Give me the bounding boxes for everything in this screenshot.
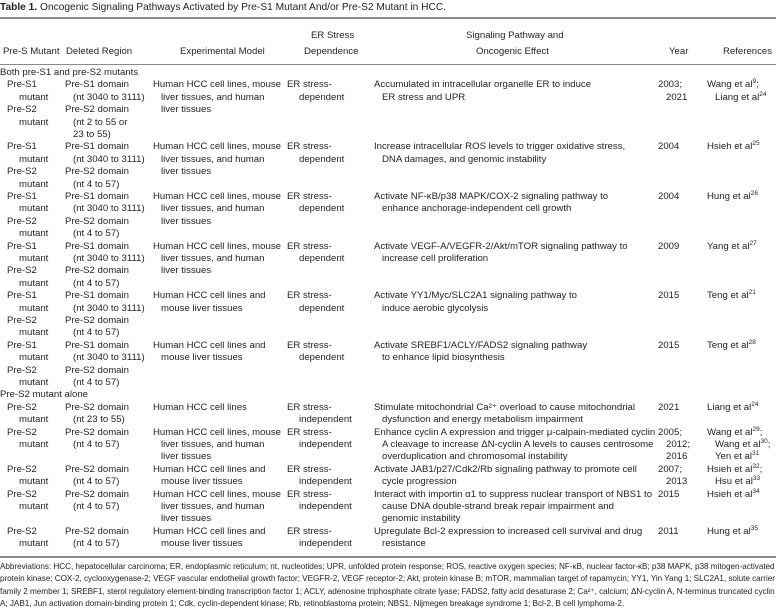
year-line: 2007; [658, 463, 683, 475]
reference-name: Teng et al [707, 290, 749, 302]
oncogenic-effect-line: Activate NF-κB/p38 MAPK/COX-2 signaling pathway to [374, 190, 609, 202]
experimental-model-line: Human HCC cell lines and [153, 339, 266, 351]
deleted-region-line: (nt 4 to 57) [73, 277, 120, 289]
oncogenic-effect-line: Activate SREBF1/ACLY/FADS2 signaling pathway [374, 339, 588, 351]
table-row [0, 402, 776, 427]
year-cell [658, 489, 698, 501]
mutant-line: mutant [19, 277, 49, 289]
header-year: Year [669, 46, 689, 57]
experimental-model-line: mouse liver tissues [161, 476, 243, 488]
reference-item[interactable] [707, 290, 776, 302]
experimental-model-line: liver tissues [161, 166, 212, 178]
oncogenic-effect-cell [374, 402, 654, 427]
deleted-region-line: Pre-S2 domain [65, 215, 129, 227]
oncogenic-effect-line: cycle progression [382, 476, 457, 488]
experimental-model-line: liver tissues [161, 265, 212, 277]
oncogenic-effect-line: Enhance cyclin A expression and trigger μ-calpain-mediated cyclin [374, 426, 656, 438]
reference-name: Hsu et al [715, 476, 753, 488]
oncogenic-effect-cell [374, 191, 654, 216]
mutant-line: Pre-S1 [7, 240, 37, 252]
reference-item[interactable] [707, 191, 776, 203]
experimental-model-cell [153, 340, 303, 365]
deleted-region-line: Pre-S2 domain [65, 166, 129, 178]
er-stress-line: ER stress- [287, 141, 332, 153]
experimental-model-line: Human HCC cell lines and [153, 463, 266, 475]
mutant-line: mutant [19, 500, 49, 512]
year-cell [658, 290, 698, 302]
mutant-line: mutant [19, 91, 49, 103]
reference-name: Teng et al [707, 339, 749, 351]
experimental-model-line: liver tissues, and human [161, 438, 265, 450]
table-title: Oncogenic Signaling Pathways Activated by Pre-S1 Mutant And/or Pre-S2 Mutant in HCC. [40, 2, 447, 13]
mutant-line: Pre-S1 [7, 190, 37, 202]
references-cell [707, 427, 776, 464]
oncogenic-effect-line: genomic instability [382, 513, 461, 525]
table-row [0, 191, 776, 241]
deleted-region-line: (nt 4 to 57) [73, 438, 120, 450]
experimental-model-cell [153, 79, 303, 116]
deleted-region-line: Pre-S1 domain [65, 190, 129, 202]
reference-number[interactable]: 24 [759, 90, 767, 98]
reference-name: Yen et al [715, 451, 752, 463]
year-line: 2011 [658, 525, 679, 537]
bottom-rule [0, 556, 776, 558]
deleted-region-line: (nt 3040 to 3111) [73, 203, 145, 215]
reference-number[interactable]: 24 [751, 400, 759, 408]
reference-number[interactable]: 9 [752, 78, 757, 86]
er-stress-line: dependent [299, 91, 345, 103]
experimental-model-cell [153, 290, 303, 315]
deleted-region-line: (nt 4 to 57) [73, 228, 120, 240]
table-row [0, 79, 776, 141]
reference-item[interactable] [707, 141, 776, 153]
er-stress-line: independent [299, 414, 352, 426]
mutant-line: mutant [19, 438, 49, 450]
oncogenic-effect-cell [374, 290, 654, 315]
mutant-line: mutant [19, 538, 49, 550]
deleted-region-line: (nt 2 to 55 or [73, 116, 128, 128]
reference-name: Hsieh et al [707, 463, 753, 475]
references-cell [707, 340, 776, 352]
er-stress-dependence-cell [287, 427, 367, 452]
experimental-model-cell [153, 526, 303, 551]
deleted-region-line: (nt 3040 to 3111) [73, 252, 145, 264]
er-stress-dependence-cell [287, 526, 367, 551]
er-stress-dependence-cell [287, 489, 367, 514]
oncogenic-effect-cell [374, 464, 654, 489]
reference-name: Wang et al [707, 79, 753, 91]
deleted-region-line: Pre-S2 domain [65, 525, 129, 537]
year-line: 2013 [666, 476, 688, 488]
oncogenic-effect-line: Activate JAB1/p27/Cdk2/Rb signaling pathway to promote cell [374, 463, 637, 475]
oncogenic-effect-cell [374, 241, 654, 266]
header-references: References [723, 46, 773, 57]
deleted-region-line: (nt 4 to 57) [73, 327, 120, 339]
oncogenic-effect-line: DNA damages, and genomic instability [382, 153, 547, 165]
experimental-model-line: liver tissues [161, 451, 212, 463]
reference-item[interactable] [707, 439, 776, 451]
table-caption [0, 1, 776, 14]
reference-number[interactable]: 35 [750, 524, 758, 532]
deleted-region-line: (nt 3040 to 3111) [73, 302, 145, 314]
reference-item[interactable] [707, 451, 776, 463]
experimental-model-line: liver tissues [161, 513, 212, 525]
oncogenic-effect-cell [374, 427, 654, 464]
mutant-line: Pre-S1 [7, 79, 37, 91]
er-stress-line: ER stress- [287, 240, 332, 252]
mutant-line: Pre-S2 [7, 215, 37, 227]
table-row [0, 526, 776, 551]
references-cell [707, 191, 776, 203]
mutant-line: Pre-S2 [7, 426, 37, 438]
mutant-line: Pre-S2 [7, 463, 37, 475]
mutant-line: mutant [19, 352, 49, 364]
reference-name: Yang et al [707, 240, 750, 252]
year-cell [658, 340, 698, 352]
year-cell [658, 141, 698, 153]
er-stress-line: independent [299, 476, 352, 488]
experimental-model-line: liver tissues, and human [161, 203, 265, 215]
reference-number[interactable]: 33 [752, 475, 761, 483]
mutant-line: mutant [19, 153, 49, 165]
mutant-line: mutant [19, 203, 49, 215]
table-row [0, 489, 776, 526]
references-cell [707, 526, 776, 538]
deleted-region-line: (nt 4 to 57) [73, 178, 120, 190]
er-stress-line: ER stress- [287, 525, 332, 537]
mutant-line: mutant [19, 302, 49, 314]
oncogenic-effect-line: Stimulate mitochondrial Ca²⁺ overload to cause mitochondrial [374, 401, 636, 413]
oncogenic-effect-line: A cleavage to increase ΔN-cyclin A levels to causes centrosome [382, 438, 654, 450]
deleted-region-line: Pre-S1 domain [65, 79, 129, 91]
mutant-line: Pre-S2 [7, 364, 37, 376]
references-cell [707, 464, 776, 489]
mutant-line: mutant [19, 116, 49, 128]
er-stress-line: independent [299, 538, 352, 550]
mutant-line: mutant [19, 327, 49, 339]
er-stress-line: ER stress- [287, 79, 332, 91]
oncogenic-effect-cell [374, 79, 654, 104]
references-cell [707, 141, 776, 153]
reference-separator: ; [756, 79, 759, 91]
reference-separator: ; [767, 438, 771, 450]
table-row [0, 141, 776, 191]
deleted-region-line: Pre-S1 domain [65, 141, 129, 153]
reference-number[interactable]: 32 [752, 462, 760, 470]
er-stress-dependence-cell [287, 241, 367, 266]
experimental-model-line: mouse liver tissues [161, 352, 243, 364]
er-stress-dependence-cell [287, 340, 367, 365]
mutant-line: mutant [19, 228, 49, 240]
year-line: 2005; [658, 426, 683, 438]
header-er-stress-line2: Dependence [304, 46, 359, 57]
deleted-region-line: 23 to 55) [73, 129, 111, 141]
er-stress-line: ER stress- [287, 190, 332, 202]
oncogenic-effect-cell [374, 141, 654, 166]
reference-name: Hung et al [707, 525, 751, 537]
deleted-region-line: Pre-S2 domain [65, 426, 129, 438]
mutant-line: Pre-S2 [7, 104, 37, 116]
experimental-model-line: liver tissues, and human [161, 153, 265, 165]
experimental-model-line: liver tissues, and human [161, 91, 265, 103]
reference-separator: ; [759, 426, 763, 438]
mutant-line: Pre-S2 [7, 265, 37, 277]
oncogenic-effect-line: Activate YY1/Myc/SLC2A1 signaling pathway to [374, 290, 578, 302]
deleted-region-line: Pre-S2 domain [65, 463, 129, 475]
er-stress-line: dependent [299, 302, 345, 314]
oncogenic-effect-line: enhance anchorage-independent cell growth [382, 203, 572, 215]
reference-name: Wang et al [707, 426, 753, 438]
deleted-region-line: Pre-S2 domain [65, 401, 129, 413]
reference-number[interactable]: 21 [748, 289, 756, 297]
experimental-model-line: liver tissues, and human [161, 252, 265, 264]
mutant-line: Pre-S2 [7, 488, 37, 500]
reference-number[interactable]: 26 [750, 189, 758, 197]
oncogenic-effect-line: to enhance lipid biosynthesis [382, 352, 505, 364]
mutant-line: mutant [19, 414, 49, 426]
table-label: Table 1. [0, 2, 38, 13]
mutant-line: Pre-S1 [7, 339, 37, 351]
year-cell [658, 241, 698, 253]
oncogenic-effect-cell [374, 489, 654, 526]
reference-number[interactable]: 34 [752, 487, 760, 495]
er-stress-line: ER stress- [287, 339, 332, 351]
references-cell [707, 489, 776, 501]
header-experimental-model: Experimental Model [180, 46, 265, 57]
oncogenic-effect-line: Interact with importin α1 to suppress nuclear transport of NBS1 to [374, 488, 653, 500]
table-row [0, 340, 776, 390]
er-stress-line: ER stress- [287, 463, 332, 475]
year-line: 2003; [658, 79, 683, 91]
deleted-region-line: Pre-S2 domain [65, 314, 129, 326]
experimental-model-line: Human HCC cell lines, mouse [153, 426, 281, 438]
header-rule [0, 64, 776, 65]
table-row [0, 427, 776, 464]
mutant-line: Pre-S2 [7, 166, 37, 178]
er-stress-line: independent [299, 500, 352, 512]
experimental-model-line: liver tissues [161, 215, 212, 227]
er-stress-dependence-cell [287, 402, 367, 427]
oncogenic-effect-line: cause DNA double-strand break repair impairment and [382, 500, 614, 512]
oncogenic-effect-cell [374, 526, 654, 551]
reference-number[interactable]: 28 [748, 338, 756, 346]
mutant-line: mutant [19, 252, 49, 264]
reference-separator: ; [759, 463, 763, 475]
reference-name: Liang et al [707, 401, 752, 413]
oncogenic-effect-line: induce aerobic glycolysis [382, 302, 489, 314]
mutant-line: Pre-S2 [7, 314, 37, 326]
deleted-region-line: Pre-S2 domain [65, 364, 129, 376]
year-line: 2012; [666, 438, 691, 450]
year-line: 2021 [658, 401, 680, 413]
deleted-region-line: (nt 4 to 57) [73, 376, 120, 388]
oncogenic-effect-line: increase cell proliferation [382, 252, 489, 264]
deleted-region-line: (nt 4 to 57) [73, 476, 120, 488]
oncogenic-effect-line: Accumulated in intracellular organelle ER to induce [374, 79, 592, 91]
year-cell [658, 402, 698, 414]
er-stress-line: dependent [299, 252, 345, 264]
experimental-model-line: Human HCC cell lines and [153, 525, 266, 537]
year-line: 2015 [658, 339, 680, 351]
er-stress-dependence-cell [287, 141, 367, 166]
year-cell [658, 427, 698, 464]
mutant-line: mutant [19, 178, 49, 190]
experimental-model-line: Human HCC cell lines, mouse [153, 79, 281, 91]
year-line: 2015 [658, 290, 680, 302]
year-line: 2009 [658, 240, 680, 252]
er-stress-line: ER stress- [287, 401, 332, 413]
year-cell [658, 526, 698, 538]
deleted-region-line: Pre-S1 domain [65, 240, 129, 252]
reference-name: Hung et al [707, 190, 751, 202]
table-body [0, 67, 776, 551]
er-stress-line: independent [299, 438, 352, 450]
reference-name: Hsieh et al [707, 488, 753, 500]
reference-number[interactable]: 27 [749, 239, 757, 247]
mutant-line: mutant [19, 376, 49, 388]
reference-item[interactable] [707, 402, 776, 414]
header-deleted-region: Deleted Region [66, 46, 133, 57]
experimental-model-line: Human HCC cell lines, mouse [153, 488, 281, 500]
reference-number[interactable]: 29 [752, 425, 760, 433]
er-stress-line: dependent [299, 203, 345, 215]
deleted-region-line: (nt 4 to 57) [73, 500, 120, 512]
experimental-model-cell [153, 427, 303, 464]
abbreviations-footnote: Abbreviations: HCC, hepatocellular carcinoma; ER, endoplasmic reticulum; nt, nucleotides; UPR, unfolded protein response; ROS, reactive oxygen species; NF-κB, nuclear factor-κB; p38 MAPK, p38 mitogen-activated protein kinase; COX-2, cyclooxygenase-2; VEGF vascular endothelial growth factor; VEGFR-2, VEGF receptor-2; Akt, protein kinase B; mTOR, mammalian target of rapamycin; YY1, Yin Yang 1; SLC2A1, solute carrier family 2 member 1; SREBF1, sterol regulatory element-binding transcription factor 1; ACLY, adenosine triphosphate citrate lyase; FADS2, fatty acid desaturase 2; Ca²⁺, calcium; ΔN-cyclin A, N-terminus truncated cyclin A; JAB1, Jun activation domain-binding protein 1; Cdk, cyclin-dependent kinase; Rb, retinoblastoma protein; NBS1, Nijmegen breakage syndrome 1; Bcl-2, B cell lymphoma-2. [0, 562, 775, 608]
deleted-region-line: Pre-S2 domain [65, 265, 129, 277]
er-stress-line: ER stress- [287, 426, 332, 438]
deleted-region-line: (nt 4 to 57) [73, 538, 120, 550]
reference-name: Wang et al [715, 438, 761, 450]
experimental-model-line: Human HCC cell lines, mouse [153, 141, 281, 153]
table-row [0, 290, 776, 340]
mutant-line: Pre-S2 [7, 401, 37, 413]
oncogenic-effect-line: resistance [382, 538, 426, 550]
deleted-region-line: (nt 3040 to 3111) [73, 91, 145, 103]
experimental-model-line: liver tissues [161, 104, 212, 116]
experimental-model-line: liver tissues, and human [161, 500, 265, 512]
experimental-model-cell [153, 402, 303, 414]
reference-number[interactable]: 30 [760, 437, 768, 445]
experimental-model-cell [153, 191, 303, 228]
reference-item[interactable] [707, 340, 776, 352]
year-line: 2021 [666, 91, 688, 103]
experimental-model-line: Human HCC cell lines and [153, 290, 266, 302]
year-cell [658, 464, 698, 489]
oncogenic-effect-line: overduplication and chromosomal instability [382, 451, 568, 463]
reference-item[interactable] [707, 489, 776, 501]
experimental-model-cell [153, 141, 303, 178]
reference-number[interactable]: 25 [752, 140, 760, 148]
experimental-model-line: Human HCC cell lines, mouse [153, 190, 281, 202]
header-effect-line2: Oncogenic Effect [476, 46, 549, 57]
oncogenic-effect-line: Activate VEGF-A/VEGFR-2/Akt/mTOR signaling pathway to [374, 240, 628, 252]
oncogenic-effect-line: Upregulate Bcl-2 expression to increased cell survival and drug [374, 525, 643, 537]
oncogenic-effect-line: dysfunction and energy metabolism impairment [382, 414, 584, 426]
er-stress-dependence-cell [287, 79, 367, 104]
deleted-region-line: (nt 3040 to 3111) [73, 153, 145, 165]
experimental-model-line: Human HCC cell lines, mouse [153, 240, 281, 252]
deleted-region-line: Pre-S1 domain [65, 339, 129, 351]
references-cell [707, 402, 776, 414]
mutant-line: Pre-S1 [7, 141, 37, 153]
references-cell [707, 290, 776, 302]
experimental-model-cell [153, 489, 303, 526]
er-stress-line: dependent [299, 153, 345, 165]
year-cell [658, 191, 698, 203]
year-line: 2004 [658, 141, 680, 153]
oncogenic-effect-cell [374, 340, 654, 365]
reference-name: Hsieh et al [707, 141, 753, 153]
mutant-line: mutant [19, 476, 49, 488]
reference-item[interactable] [707, 476, 776, 488]
header-er-stress-line1: ER Stress [311, 30, 355, 41]
experimental-model-cell [153, 464, 303, 489]
reference-item[interactable] [707, 464, 776, 476]
header-effect-line1: Signaling Pathway and [466, 30, 564, 41]
er-stress-line: ER stress- [287, 488, 332, 500]
year-cell [658, 79, 698, 104]
reference-name: Liang et al [715, 91, 760, 103]
deleted-region-line: Pre-S1 domain [65, 290, 129, 302]
deleted-region-line: Pre-S2 domain [65, 488, 129, 500]
group-label: Both pre-S1 and pre-S2 mutants [0, 67, 139, 78]
er-stress-dependence-cell [287, 191, 367, 216]
mutant-line: Pre-S2 [7, 525, 37, 537]
deleted-region-line: (nt 3040 to 3111) [73, 352, 145, 364]
er-stress-line: dependent [299, 352, 345, 364]
oncogenic-effect-line: ER stress and UPR [382, 91, 466, 103]
experimental-model-line: Human HCC cell lines [153, 401, 247, 413]
year-line: 2015 [658, 488, 680, 500]
reference-item[interactable] [707, 92, 776, 104]
references-cell [707, 241, 776, 253]
reference-item[interactable] [707, 241, 776, 253]
year-line: 2016 [666, 451, 688, 463]
experimental-model-cell [153, 241, 303, 278]
experimental-model-line: mouse liver tissues [161, 538, 243, 550]
year-line: 2004 [658, 190, 680, 202]
references-cell [707, 79, 776, 104]
er-stress-dependence-cell [287, 290, 367, 315]
reference-item[interactable] [707, 526, 776, 538]
experimental-model-line: mouse liver tissues [161, 302, 243, 314]
er-stress-dependence-cell [287, 464, 367, 489]
table-row [0, 241, 776, 291]
header-pre-s-mutant: Pre-S Mutant [3, 46, 60, 57]
mutant-line: Pre-S1 [7, 290, 37, 302]
er-stress-line: ER stress- [287, 290, 332, 302]
table-row [0, 464, 776, 489]
oncogenic-effect-line: Increase intracellular ROS levels to trigger oxidative stress, [374, 141, 626, 153]
deleted-region-line: (nt 23 to 55) [73, 414, 125, 426]
reference-number[interactable]: 31 [752, 450, 760, 458]
deleted-region-line: Pre-S2 domain [65, 104, 129, 116]
group-label: Pre-S2 mutant alone [0, 389, 88, 401]
